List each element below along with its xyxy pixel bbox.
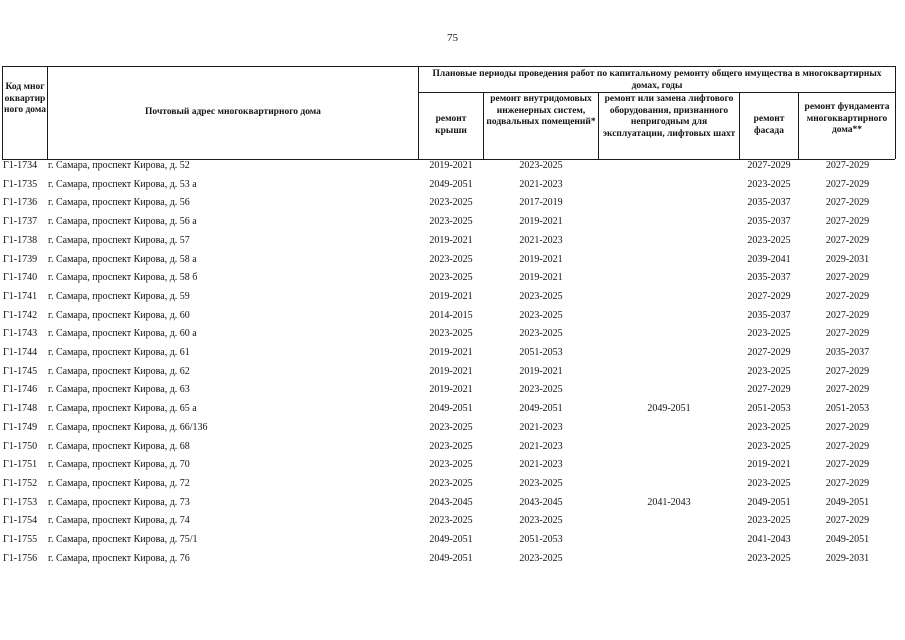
engineering-period: 2023-2025 <box>519 384 563 396</box>
house-address: г. Самара, проспект Кирова, д. 70 <box>48 459 190 471</box>
roof-period: 2023-2025 <box>429 515 473 527</box>
house-address: г. Самара, проспект Кирова, д. 74 <box>48 515 190 527</box>
engineering-period: 2023-2025 <box>519 515 563 527</box>
house-code: Г1-1744 <box>3 347 38 358</box>
foundation-period: 2027-2029 <box>825 384 870 396</box>
house-address: г. Самара, проспект Кирова, д. 58 б <box>48 272 198 284</box>
house-address: г. Самара, проспект Кирова, д. 57 <box>48 234 190 246</box>
roof-period: 2023-2025 <box>429 197 473 209</box>
facade-period: 2035-2037 <box>747 272 791 284</box>
header-elevator: ремонт или замена лифтового оборудования, признанного непригодным для эксплуатации, лифтовых шахт <box>602 94 736 139</box>
house-code: Г1-1753 <box>3 496 38 508</box>
house-address: г. Самара, проспект Кирова, д. 52 <box>48 160 190 171</box>
page-number: 75 <box>447 32 458 44</box>
engineering-period: 2023-2025 <box>519 160 563 171</box>
house-code: Г1-1735 <box>3 178 38 190</box>
house-code: Г1-1746 <box>3 384 38 396</box>
engineering-period: 2017-2019 <box>519 197 563 209</box>
house-address: г. Самара, проспект Кирова, д. 75/1 <box>48 534 198 545</box>
facade-period: 2023-2025 <box>747 365 791 377</box>
engineering-period: 2021-2023 <box>519 440 563 452</box>
roof-period: 2023-2025 <box>429 440 473 452</box>
house-code: Г1-1749 <box>3 421 38 433</box>
facade-period: 2023-2025 <box>747 477 791 489</box>
facade-period: 2023-2025 <box>747 234 791 246</box>
facade-period: 2035-2037 <box>747 216 791 228</box>
header-col-rule <box>798 92 799 159</box>
house-address: г. Самара, проспект Кирова, д. 65 а <box>48 403 197 415</box>
foundation-period: 2027-2029 <box>825 178 870 190</box>
foundation-period: 2029-2031 <box>825 253 870 265</box>
foundation-period: 2027-2029 <box>825 328 870 340</box>
house-address: г. Самара, проспект Кирова, д. 66/136 <box>48 421 208 433</box>
foundation-period: 2029-2031 <box>825 552 870 564</box>
engineering-period: 2023-2025 <box>519 477 563 489</box>
foundation-period: 2027-2029 <box>825 515 870 527</box>
header-address: Почтовый адрес многоквартирного дома <box>145 107 321 117</box>
header-col-rule <box>47 66 48 159</box>
roof-period: 2019-2021 <box>429 290 473 302</box>
engineering-period: 2021-2023 <box>519 178 563 190</box>
facade-period: 2035-2037 <box>747 197 791 209</box>
roof-period: 2019-2021 <box>429 160 473 171</box>
house-code: Г1-1736 <box>3 197 38 209</box>
house-code: Г1-1743 <box>3 328 38 340</box>
roof-period: 2023-2025 <box>429 459 473 471</box>
house-address: г. Самара, проспект Кирова, д. 73 <box>48 496 190 508</box>
facade-period: 2039-2041 <box>747 253 791 265</box>
engineering-period: 2043-2045 <box>519 496 563 508</box>
house-code: Г1-1740 <box>3 272 38 284</box>
facade-period: 2023-2025 <box>747 440 791 452</box>
foundation-period: 2051-2053 <box>825 403 870 415</box>
engineering-period: 2021-2023 <box>519 459 563 471</box>
engineering-period: 2021-2023 <box>519 421 563 433</box>
roof-period: 2049-2051 <box>429 403 473 415</box>
facade-period: 2023-2025 <box>747 328 791 340</box>
house-address: г. Самара, проспект Кирова, д. 63 <box>48 384 190 396</box>
foundation-period: 2049-2051 <box>825 496 870 508</box>
header-roof: ремонт крыши <box>435 114 467 136</box>
house-code: Г1-1751 <box>3 459 38 471</box>
engineering-period: 2019-2021 <box>519 365 563 377</box>
header-facade: ремонт фасада <box>753 114 785 136</box>
header-top-rule <box>2 66 895 67</box>
foundation-period: 2027-2029 <box>825 459 870 471</box>
house-address: г. Самара, проспект Кирова, д. 60 <box>48 309 190 321</box>
elevator-period: 2041-2043 <box>647 496 691 508</box>
house-code: Г1-1745 <box>3 365 38 377</box>
engineering-period: 2049-2051 <box>519 403 563 415</box>
foundation-period: 2027-2029 <box>825 309 870 321</box>
roof-period: 2049-2051 <box>429 552 473 564</box>
house-code: Г1-1739 <box>3 253 38 265</box>
foundation-period: 2027-2029 <box>825 216 870 228</box>
house-code: Г1-1755 <box>3 534 38 545</box>
house-address: г. Самара, проспект Кирова, д. 56 <box>48 197 190 209</box>
header-col-rule <box>418 66 419 159</box>
roof-period: 2049-2051 <box>429 534 473 545</box>
header-col-rule <box>895 66 896 159</box>
facade-period: 2027-2029 <box>747 347 791 358</box>
roof-period: 2023-2025 <box>429 328 473 340</box>
engineering-period: 2023-2025 <box>519 328 563 340</box>
facade-period: 2027-2029 <box>747 160 791 171</box>
facade-period: 2027-2029 <box>747 290 791 302</box>
header-foundation: ремонт фундамента многоквартирного дома** <box>804 102 890 135</box>
house-code: Г1-1754 <box>3 515 38 527</box>
facade-period: 2051-2053 <box>747 403 791 415</box>
engineering-period: 2023-2025 <box>519 309 563 321</box>
house-address: г. Самара, проспект Кирова, д. 62 <box>48 365 190 377</box>
house-address: г. Самара, проспект Кирова, д. 68 <box>48 440 190 452</box>
foundation-period: 2027-2029 <box>825 197 870 209</box>
foundation-period: 2027-2029 <box>825 272 870 284</box>
engineering-period: 2021-2023 <box>519 234 563 246</box>
house-address: г. Самара, проспект Кирова, д. 59 <box>48 290 190 302</box>
roof-period: 2023-2025 <box>429 477 473 489</box>
foundation-period: 2027-2029 <box>825 440 870 452</box>
roof-period: 2049-2051 <box>429 178 473 190</box>
house-code: Г1-1752 <box>3 477 38 489</box>
header-group-rule <box>419 92 895 93</box>
facade-period: 2035-2037 <box>747 309 791 321</box>
roof-period: 2014-2015 <box>429 309 473 321</box>
house-address: г. Самара, проспект Кирова, д. 53 а <box>48 178 197 190</box>
engineering-period: 2051-2053 <box>519 347 563 358</box>
roof-period: 2043-2045 <box>429 496 473 508</box>
roof-period: 2023-2025 <box>429 216 473 228</box>
foundation-period: 2027-2029 <box>825 160 870 171</box>
house-address: г. Самара, проспект Кирова, д. 76 <box>48 552 190 564</box>
house-address: г. Самара, проспект Кирова, д. 72 <box>48 477 190 489</box>
facade-period: 2041-2043 <box>747 534 791 545</box>
roof-period: 2023-2025 <box>429 421 473 433</box>
house-address: г. Самара, проспект Кирова, д. 56 а <box>48 216 197 228</box>
house-code: Г1-1737 <box>3 216 38 228</box>
house-code: Г1-1756 <box>3 552 38 564</box>
foundation-period: 2035-2037 <box>825 347 870 358</box>
facade-period: 2023-2025 <box>747 421 791 433</box>
house-code: Г1-1742 <box>3 309 38 321</box>
house-code: Г1-1734 <box>3 160 38 171</box>
header-periods-group: Плановые периоды проведения работ по капитальному ремонту общего имущества в многоквартирных домах, годы <box>432 69 882 91</box>
house-code: Г1-1738 <box>3 234 38 246</box>
roof-period: 2019-2021 <box>429 384 473 396</box>
header-col-rule <box>739 92 740 159</box>
foundation-period: 2027-2029 <box>825 477 870 489</box>
facade-period: 2023-2025 <box>747 552 791 564</box>
foundation-period: 2027-2029 <box>825 290 870 302</box>
roof-period: 2019-2021 <box>429 347 473 358</box>
header-col-rule <box>598 92 599 159</box>
house-code: Г1-1750 <box>3 440 38 452</box>
engineering-period: 2023-2025 <box>519 290 563 302</box>
facade-period: 2023-2025 <box>747 515 791 527</box>
header-code: Код многоквартирного дома <box>4 82 46 115</box>
elevator-period: 2049-2051 <box>647 403 691 415</box>
foundation-period: 2027-2029 <box>825 234 870 246</box>
engineering-period: 2019-2021 <box>519 253 563 265</box>
facade-period: 2027-2029 <box>747 384 791 396</box>
engineering-period: 2019-2021 <box>519 272 563 284</box>
engineering-period: 2023-2025 <box>519 552 563 564</box>
roof-period: 2023-2025 <box>429 272 473 284</box>
header-col-rule <box>2 66 3 159</box>
roof-period: 2019-2021 <box>429 234 473 246</box>
facade-period: 2023-2025 <box>747 178 791 190</box>
header-engineering: ремонт внутридомовых инженерных систем, подвальных помещений* <box>486 94 596 127</box>
house-code: Г1-1748 <box>3 403 38 415</box>
roof-period: 2019-2021 <box>429 365 473 377</box>
facade-period: 2049-2051 <box>747 496 791 508</box>
house-address: г. Самара, проспект Кирова, д. 58 а <box>48 253 197 265</box>
house-address: г. Самара, проспект Кирова, д. 60 а <box>48 328 197 340</box>
engineering-period: 2051-2053 <box>519 534 563 545</box>
foundation-period: 2049-2051 <box>825 534 870 545</box>
header-col-rule <box>483 92 484 159</box>
house-code: Г1-1741 <box>3 290 38 302</box>
foundation-period: 2027-2029 <box>825 421 870 433</box>
foundation-period: 2027-2029 <box>825 365 870 377</box>
house-address: г. Самара, проспект Кирова, д. 61 <box>48 347 190 358</box>
engineering-period: 2019-2021 <box>519 216 563 228</box>
roof-period: 2023-2025 <box>429 253 473 265</box>
facade-period: 2019-2021 <box>747 459 791 471</box>
